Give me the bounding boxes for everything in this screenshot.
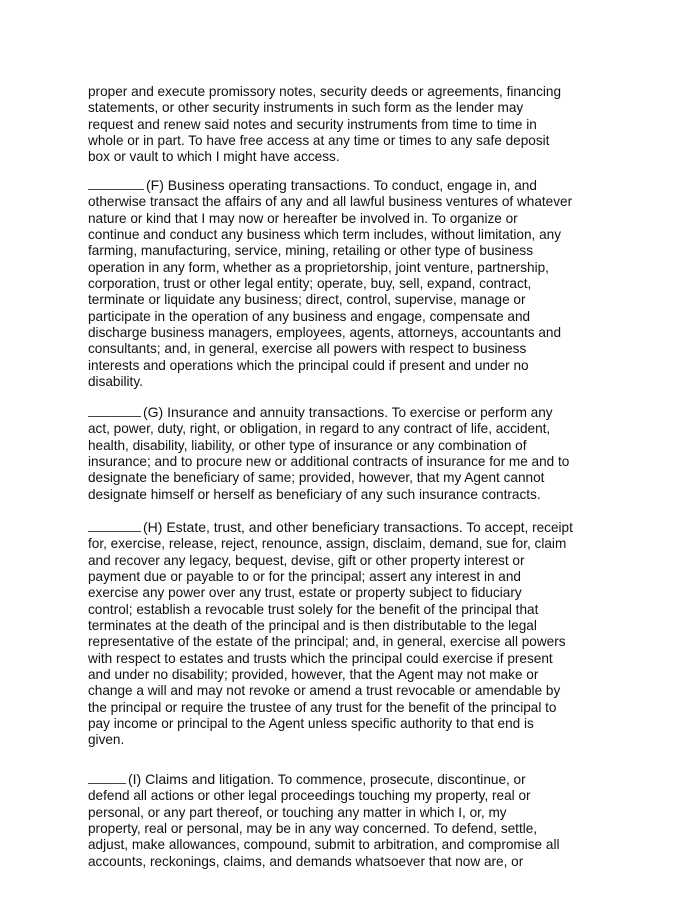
text-line: accounts, reckonings, claims, and demands whatsoever that now are, or: [88, 853, 524, 869]
paragraph-continued: [88, 84, 561, 166]
text-line: participate in the operation of any business and engage, compensate and: [88, 308, 531, 324]
text-line: terminates at the death of the principal and is then distributable to the legal: [88, 618, 537, 634]
text-line-first: [88, 177, 572, 194]
text-line: farming, manufacturing, service, mining, retailing or other type of business: [88, 243, 534, 259]
text-line: pay income or principal to the Agent unless specific authority to that end is: [88, 716, 534, 732]
text-line-first: [88, 519, 573, 536]
paragraph-section-h: [88, 519, 573, 749]
text-line: operation in any form, whether as a proprietorship, joint venture, partnership,: [88, 259, 549, 275]
initials-blank[interactable]: [88, 772, 126, 784]
text-line: statements, or other security instruments in such form as the lender may: [88, 100, 524, 116]
text-line: otherwise transact the affairs of any and all lawful business ventures of whatever: [88, 194, 573, 210]
section-heading: (F) Business operating transactions.: [146, 177, 371, 193]
text-line: defend all actions or other legal proceedings touching my property, real or: [88, 788, 531, 804]
text-fragment: To accept, receipt: [462, 520, 573, 535]
text-line: and under no disability; provided, however, that the Agent may not make or: [88, 667, 539, 683]
initials-blank[interactable]: [88, 520, 141, 532]
initials-blank[interactable]: [88, 405, 141, 417]
text-line: and recover any legacy, bequest, devise, gift or other property interest or: [88, 552, 525, 568]
text-line: whole or in part. To have free access at any time or times to any safe deposit: [88, 133, 550, 149]
initials-blank[interactable]: [88, 178, 144, 190]
text-line: given.: [88, 732, 125, 748]
text-line: nature or kind that I may now or hereafter be involved in. To organize or: [88, 210, 518, 226]
text-line: continue and conduct any business which term includes, without limitation, any: [88, 227, 562, 243]
section-heading: (I) Claims and litigation.: [128, 771, 275, 787]
paragraph-section-g: [88, 404, 569, 503]
paragraph-section-f: [88, 177, 572, 390]
text-line: discharge business managers, employees, agents, attorneys, accountants and: [88, 325, 562, 341]
text-fragment: To exercise or perform any: [388, 405, 553, 420]
text-line: adjust, make allowances, compound, submit to arbitration, and compromise all: [88, 837, 560, 853]
text-line: personal, or any part thereof, or touching any matter in which I, or, my: [88, 804, 507, 820]
paragraph-section-i: [88, 771, 559, 870]
text-line: consultants; and, in general, exercise all powers with respect to business: [88, 341, 527, 357]
text-line: box or vault to which I might have access.: [88, 149, 340, 165]
text-fragment: To conduct, engage in, and: [370, 178, 537, 193]
text-line: property, real or personal, may be in any way concerned. To defend, settle,: [88, 821, 538, 837]
text-line: request and renew said notes and security instruments from time to time in: [88, 116, 537, 132]
text-line: designate himself or herself as beneficiary of any such insurance contracts.: [88, 486, 541, 502]
text-line: change a will and may not revoke or amend a trust revocable or amendable by: [88, 683, 561, 699]
text-line: terminate or liquidate any business; direct, control, supervise, manage or: [88, 292, 526, 308]
section-heading: (G) Insurance and annuity transactions.: [143, 404, 389, 420]
text-line: for, exercise, release, reject, renounce, assign, disclaim, demand, sue for, claim: [88, 536, 567, 552]
text-line: act, power, duty, right, or obligation, in regard to any contract of life, accident,: [88, 421, 551, 437]
section-heading: (H) Estate, trust, and other beneficiary transactions.: [143, 519, 463, 535]
text-line: proper and execute promissory notes, security deeds or agreements, financing: [88, 84, 562, 99]
text-line-first: [88, 771, 559, 788]
text-line: the principal or require the trustee of any trust for the benefit of the principal to: [88, 699, 557, 715]
text-line: interests and operations which the principal could if present and under no: [88, 357, 529, 373]
text-line: control; establish a revocable trust solely for the benefit of the principal that: [88, 601, 539, 617]
text-line: disability.: [88, 374, 143, 390]
text-fragment: To commence, prosecute, discontinue, or: [274, 772, 526, 787]
text-line: representative of the estate of the principal; and, in general, exercise all powers: [88, 634, 566, 650]
text-line: health, disability, liability, or other type of insurance or any combination of: [88, 437, 527, 453]
text-line: corporation, trust or other legal entity; operate, buy, sell, expand, contract,: [88, 276, 532, 292]
text-line: insurance; and to procure new or additional contracts of insurance for me and to: [88, 454, 570, 470]
text-line-first: [88, 404, 569, 421]
text-line: payment due or payable to or for the principal; assert any interest in and: [88, 569, 521, 585]
text-line: designate the beneficiary of same; provided, however, that my Agent cannot: [88, 470, 545, 486]
text-line: exercise any power over any trust, estate or property subject to fiduciary: [88, 585, 522, 601]
text-line: with respect to estates and trusts which the principal could exercise if present: [88, 650, 553, 666]
